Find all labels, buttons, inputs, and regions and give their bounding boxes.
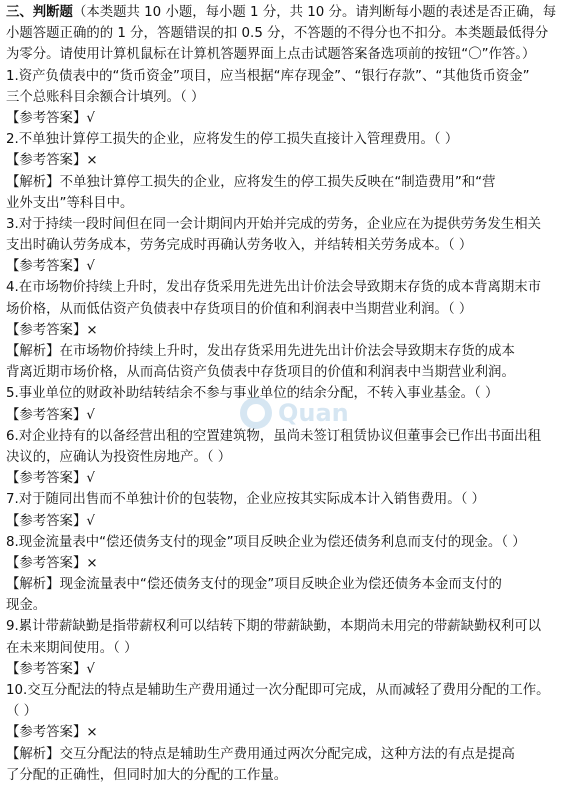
text-line — [6, 765, 566, 786]
line-text: 现金流量表中“偿还债务支付的现金”项目反映企业为偿还债务本金而支付的 — [59, 577, 502, 593]
text-line — [6, 320, 566, 341]
text-line — [6, 638, 566, 659]
line-text: 为零分。请使用计算机鼠标在计算机答题界面上点击试题答案备选项前的按钮“〇”作答。） — [6, 47, 536, 63]
text-line — [6, 341, 566, 362]
line-text: 在市场物价持续上升时，发出存货采用先进先出计价法会导致期末存货的成本 — [59, 344, 515, 359]
line-text: 6.对企业持有的以备经营出租的空置建筑物，虽尚未签订租赁协议但董事会已作出书面出租 — [6, 428, 542, 444]
line-text: 决议的，应确认为投资性房地产。（ ） — [6, 449, 232, 465]
line-text: 7.对于随同出售而不单独计价的包装物，企业应按其实际成本计入销售费用。（ ） — [6, 492, 486, 508]
document-page — [6, 2, 566, 786]
line-text: 10.交互分配法的特点是辅助生产费用通过一次分配即可完成，从而减轻了费用分配的工作。 — [6, 683, 550, 698]
text-line — [6, 277, 566, 298]
line-text: 1.资产负债表中的“货币资金”项目，应当根据“库存现金”、“银行存款”、“其他货币资金” — [6, 68, 530, 84]
text-line — [6, 595, 566, 616]
answer-label: 【参考答案】 — [6, 259, 87, 275]
line-text: 场价格，从而低估资产负债表中存货项目的价值和利润表中当期营业利润。（ ） — [6, 301, 473, 317]
text-line — [6, 256, 566, 277]
text-line — [6, 468, 566, 489]
line-text: 5.事业单位的财政补助结转结余不参与事业单位的结余分配，不转入事业基金。（ ） — [6, 386, 499, 402]
line-text: 3.对于持续一段时间但在同一会计期间内开始并完成的劳务，企业应在为提供劳务发生相关 — [6, 216, 542, 232]
analysis-label: 【解析】 — [6, 174, 60, 190]
text-line — [6, 426, 566, 447]
analysis-label: 【解析】 — [6, 344, 60, 359]
line-text: √ — [86, 259, 95, 275]
text-line — [6, 2, 566, 23]
text-line — [6, 701, 566, 722]
line-text: 在未来期间使用。（ ） — [6, 640, 138, 656]
text-line — [6, 235, 566, 256]
text-line — [6, 193, 566, 214]
answer-label: 【参考答案】 — [6, 661, 87, 677]
svg-text:Quan: Quan — [278, 399, 349, 427]
line-text: √ — [86, 661, 95, 677]
section-heading: 三、判断题 — [6, 5, 73, 20]
line-text: 支出时确认劳务成本，劳务完成时再确认劳务收入，并结转相关劳务成本。（ ） — [6, 238, 473, 254]
line-text: 背离近期市场价格，从而高估资产负债表中存货项目的价值和利润表中当期营业利润。 — [6, 365, 515, 381]
answer-label: 【参考答案】 — [6, 407, 87, 423]
analysis-label: 【解析】 — [6, 746, 60, 762]
line-text: √ — [86, 110, 95, 126]
text-line — [6, 574, 566, 595]
line-text: √ — [86, 407, 95, 423]
analysis-label: 【解析】 — [6, 577, 60, 593]
line-text: × — [86, 153, 98, 169]
line-text: 业外支出”等科目中。 — [6, 195, 134, 211]
text-line — [6, 108, 566, 129]
answer-label: 【参考答案】 — [6, 471, 87, 487]
text-line — [6, 532, 566, 553]
text-line — [6, 744, 566, 765]
text-line — [6, 511, 566, 532]
text-line — [6, 44, 566, 65]
answer-label: 【参考答案】 — [6, 110, 87, 126]
line-text: 不单独计算停工损失的企业，应将发生的停工损失反映在“制造费用”和“营 — [59, 174, 496, 190]
line-text: 小题答题正确的的 1 分，答题错误的扣 0.5 分，不答题的不得分也不扣分。本类题最低得分 — [6, 26, 549, 42]
line-text: 现金。 — [6, 598, 47, 614]
line-text: 交互分配法的特点是辅助生产费用通过两次分配完成，这种方法的有点是提高 — [59, 746, 515, 762]
text-line — [6, 87, 566, 108]
line-text: √ — [86, 471, 95, 487]
text-line — [6, 362, 566, 383]
line-text: 2.不单独计算停工损失的企业，应将发生的停工损失直接计入管理费用。（ ） — [6, 132, 459, 148]
text-line — [6, 23, 566, 44]
answer-label: 【参考答案】 — [6, 513, 87, 529]
line-text: 8.现金流量表中“偿还债务支付的现金”项目反映企业为偿还债务利息而支付的现金。（ ） — [6, 534, 526, 550]
answer-label: 【参考答案】 — [6, 555, 87, 571]
text-line — [6, 447, 566, 468]
answer-label: 【参考答案】 — [6, 153, 87, 169]
text-line — [6, 680, 566, 701]
line-text: × — [86, 725, 98, 741]
line-text: （本类题共 10 小题，每小题 1 分，共 10 分。请判断每小题的表述是否正确，每 — [72, 5, 557, 20]
line-text: √ — [86, 513, 95, 529]
text-line — [6, 616, 566, 637]
text-line — [6, 66, 566, 87]
line-text: × — [86, 322, 98, 338]
line-text: 三个总账科目余额合计填列。（ ） — [6, 89, 205, 105]
answer-label: 【参考答案】 — [6, 322, 87, 338]
line-text: （ ） — [6, 704, 38, 720]
answer-label: 【参考答案】 — [6, 725, 87, 741]
text-line — [6, 489, 566, 510]
text-line — [6, 129, 566, 150]
text-line — [6, 553, 566, 574]
text-line — [6, 722, 566, 743]
line-text: 9.累计带薪缺勤是指带薪权利可以结转下期的带薪缺勤，本期尚未用完的带薪缺勤权利可以 — [6, 619, 542, 635]
text-line — [6, 172, 566, 193]
line-text: × — [86, 555, 98, 571]
text-line — [6, 214, 566, 235]
text-line — [6, 150, 566, 171]
text-line — [6, 405, 566, 426]
text-line — [6, 383, 566, 404]
text-line — [6, 659, 566, 680]
line-text: 了分配的正确性，但同时加大的分配的工作量。 — [6, 767, 288, 783]
line-text: 4.在市场物价持续上升时，发出存货采用先进先出计价法会导致期末存货的成本背离期末市 — [6, 280, 542, 296]
text-line — [6, 299, 566, 320]
